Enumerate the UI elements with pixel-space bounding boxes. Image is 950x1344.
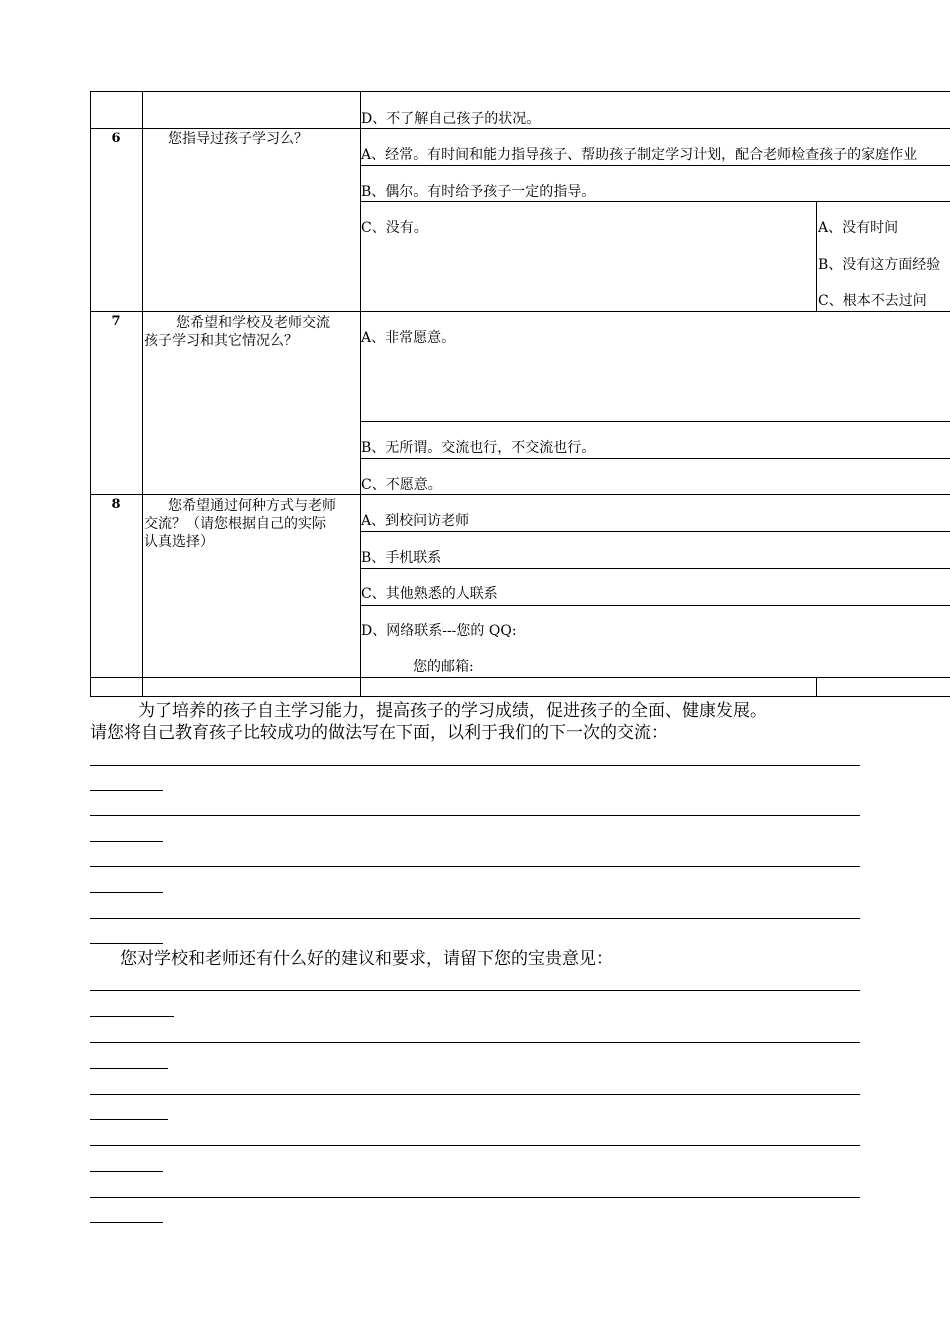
answer-line[interactable] <box>90 1042 860 1043</box>
answer-line[interactable] <box>90 1016 174 1017</box>
column-divider <box>816 677 817 696</box>
row6-reason-a: A、没有时间 <box>818 220 899 236</box>
cell-divider <box>360 531 950 532</box>
row8-question-line3: 认真选择） <box>144 534 214 550</box>
table-border-top <box>90 91 950 92</box>
row6-question: 您指导过孩子学习么？ <box>168 131 308 147</box>
answer-line[interactable] <box>90 990 860 991</box>
row7-question-line1: 您希望和学校及老师交流 <box>176 315 330 331</box>
row6-option-b: B、偶尔。有时给予孩子一定的指导。 <box>361 184 596 200</box>
row8-option-a: A、到校问访老师 <box>361 513 470 529</box>
answer-line[interactable] <box>90 892 163 893</box>
row7-number: 7 <box>111 314 121 329</box>
column-divider <box>360 91 361 696</box>
answer-line[interactable] <box>90 1222 163 1223</box>
row8-question-line1: 您希望通过何种方式与老师 <box>168 498 336 514</box>
answer-line[interactable] <box>90 765 860 766</box>
row-divider <box>90 677 950 678</box>
cell-divider <box>360 201 950 202</box>
reason-column-divider <box>816 201 817 311</box>
row7-option-c: C、不愿意。 <box>361 477 442 493</box>
table-border-left <box>90 91 91 696</box>
answer-line[interactable] <box>90 841 163 842</box>
row8-option-c: C、其他熟悉的人联系 <box>361 586 498 602</box>
cell-divider <box>360 568 950 569</box>
row6-number: 6 <box>111 131 121 146</box>
experience-prompt-line1: 为了培养的孩子自主学习能力，提高孩子的学习成绩，促进孩子的全面、健康发展。 <box>138 701 767 721</box>
row7-question-line2: 孩子学习和其它情况么？ <box>144 333 298 349</box>
answer-line[interactable] <box>90 943 163 944</box>
row8-email-label: 您的邮箱: <box>413 659 474 675</box>
row-divider <box>90 494 950 495</box>
row7-option-b: B、无所谓。交流也行，不交流也行。 <box>361 440 596 456</box>
answer-line[interactable] <box>90 918 860 919</box>
row-divider <box>90 128 950 129</box>
cell-divider <box>360 421 950 422</box>
row6-reason-c: C、根本不去过问 <box>818 293 927 309</box>
row6-option-c: C、没有。 <box>361 220 428 236</box>
answer-line[interactable] <box>90 790 163 791</box>
row6-option-a: A、经常。有时间和能力指导孩子、帮助孩子制定学习计划，配合老师检查孩子的家庭作业 <box>361 147 918 163</box>
answer-line[interactable] <box>90 1119 168 1120</box>
row6-reason-b: B、没有这方面经验 <box>818 257 941 273</box>
column-divider <box>142 91 143 696</box>
answer-line[interactable] <box>90 1068 168 1069</box>
suggestion-prompt: 您对学校和老师还有什么好的建议和要求，请留下您的宝贵意见： <box>120 949 613 969</box>
experience-prompt-line2: 请您将自己教育孩子比较成功的做法写在下面，以利于我们的下一次的交流： <box>90 723 668 743</box>
row-divider <box>90 311 950 312</box>
answer-line[interactable] <box>90 1145 860 1146</box>
row8-option-d: D、网络联系---您的 QQ: <box>361 623 517 639</box>
answer-line[interactable] <box>90 1171 163 1172</box>
answer-line[interactable] <box>90 1094 860 1095</box>
cell-divider <box>360 605 950 606</box>
row8-number: 8 <box>111 497 121 512</box>
row8-question-line2: 交流？（请您根据自己的实际 <box>144 516 326 532</box>
row5-option-d: D、不了解自己孩子的状况。 <box>361 111 541 127</box>
cell-divider <box>360 458 950 459</box>
cell-divider <box>360 165 950 166</box>
table-border-bottom <box>90 696 950 697</box>
row8-option-b: B、手机联系 <box>361 550 442 566</box>
answer-line[interactable] <box>90 815 860 816</box>
row7-option-a: A、非常愿意。 <box>361 330 456 346</box>
answer-line[interactable] <box>90 1197 860 1198</box>
answer-line[interactable] <box>90 866 860 867</box>
